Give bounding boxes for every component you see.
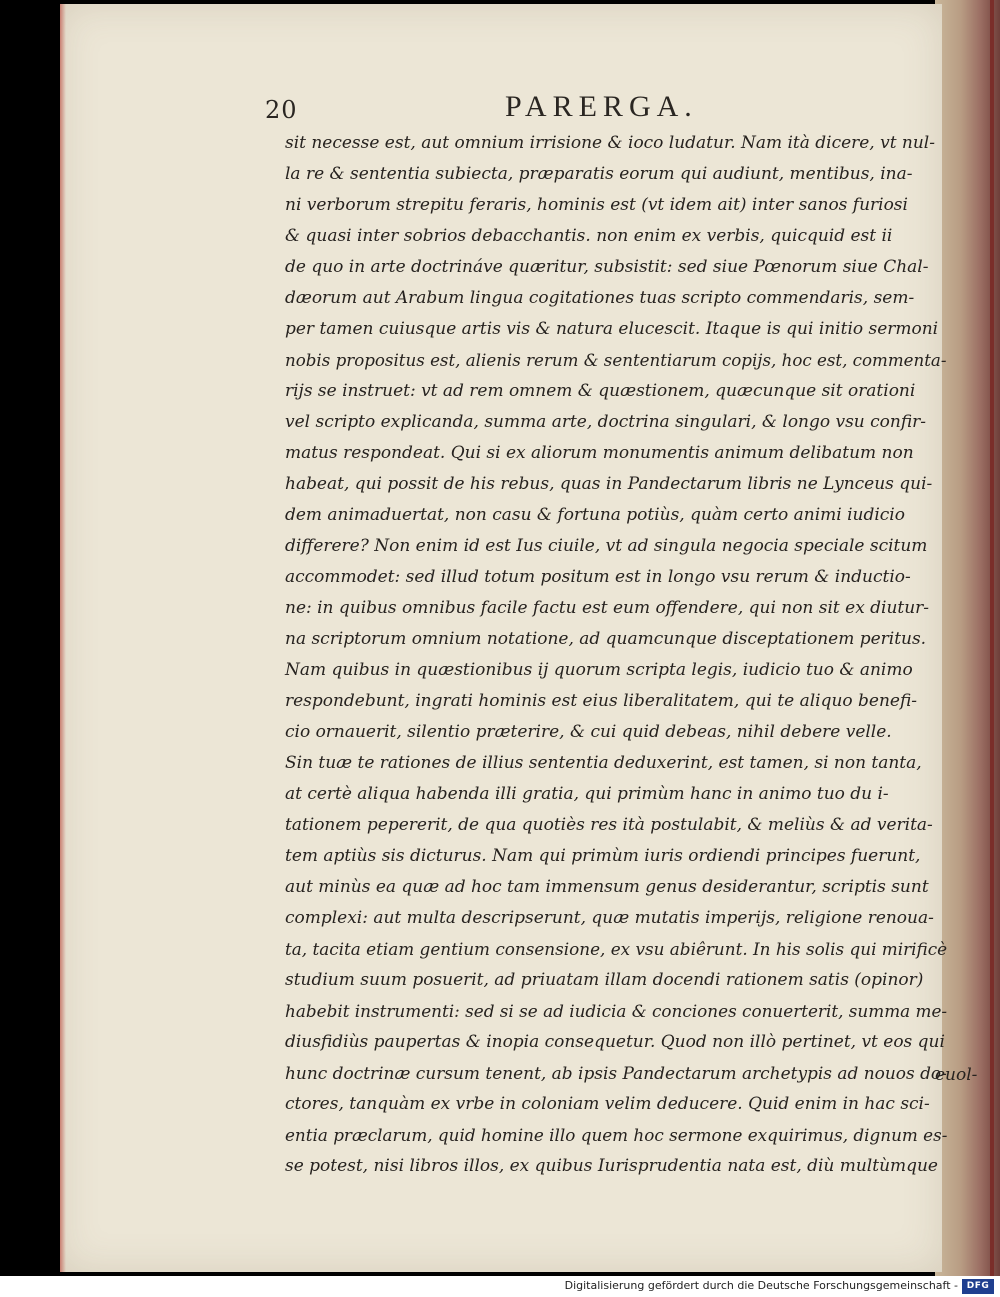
text-line: tem aptiùs sis dicturus. Nam qui primùm iuris ordiendi principes fuerunt, — [285, 846, 921, 866]
text-line: rijs se instruet: vt ad rem omnem & quæstionem, quæcunque sit orationi — [285, 381, 916, 401]
catchword: euol- — [935, 1065, 978, 1085]
text-line: Sin tuæ te rationes de illius sententia deduxerint, est tamen, si non tanta, — [285, 753, 922, 773]
text-line: complexi: aut multa descripserunt, quæ mutatis imperijs, religione renoua- — [285, 908, 934, 928]
dfg-logo-icon: DFG — [962, 1279, 994, 1294]
text-line: vel scripto explicanda, summa arte, doctrina singulari, & longo vsu confir- — [285, 412, 927, 432]
book-page — [60, 4, 978, 1272]
text-line: per tamen cuiusque artis vis & natura elucescit. Itaque is qui initio sermoni — [285, 319, 939, 339]
text-line: se potest, nisi libros illos, ex quibus Iurisprudentia nata est, diù multùmque — [285, 1156, 938, 1176]
running-head — [265, 90, 765, 126]
page-number: 20 — [265, 96, 298, 124]
text-line: dem animaduertat, non casu & fortuna potiùs, quàm certo animi iudicio — [285, 505, 905, 525]
text-line: differere? Non enim id est Ius ciuile, vt ad singula negocia speciale scitum — [285, 536, 928, 556]
text-line: de quo in arte doctrináve quæritur, subsistit: sed siue Pœnorum siue Chal- — [285, 257, 929, 277]
text-line: ni verborum strepitu feraris, hominis est (vt idem ait) inter sanos furiosi — [285, 195, 908, 215]
text-line: accommodet: sed illud totum positum est in longo vsu rerum & inductio- — [285, 567, 911, 587]
text-line: at certè aliqua habenda illi gratia, qui primùm hanc in animo tuo du i- — [285, 784, 889, 804]
text-line: aut minùs ea quæ ad hoc tam immensum genus desiderantur, scriptis sunt — [285, 877, 929, 897]
text-line: entia præclarum, quid homine illo quem hoc sermone exquirimus, dignum es- — [285, 1125, 948, 1145]
body-text — [285, 128, 955, 1182]
running-title: PARERGA. — [505, 90, 698, 123]
text-line: la re & sententia subiecta, præparatis eorum qui audiunt, mentibus, ina- — [285, 164, 913, 184]
footer-credit: Digitalisierung gefördert durch die Deutsche Forschungsgemeinschaft - — [564, 1279, 958, 1292]
text-line: dæorum aut Arabum lingua cogitationes tuas scripto commendaris, sem- — [285, 288, 915, 308]
text-line: nobis propositus est, alienis rerum & sententiarum copijs, hoc est, commenta- — [285, 351, 947, 370]
text-line: studium suum posuerit, ad priuatam illam docendi rationem satis (opinor) — [285, 970, 924, 990]
footer-bar — [0, 1276, 1000, 1297]
text-line: sit necesse est, aut omnium irrisione & ioco ludatur. Nam ità dicere, vt nul- — [285, 133, 935, 153]
text-line: ctores, tanquàm ex vrbe in coloniam velim deducere. Quid enim in hac sci- — [285, 1094, 930, 1114]
text-line: ta, tacita etiam gentium consensione, ex vsu abiêrunt. In his solis qui mirificè — [285, 939, 948, 959]
text-line: & quasi inter sobrios debacchantis. non enim ex verbis, quicquid est ii — [285, 226, 893, 246]
text-line: matus respondeat. Qui si ex aliorum monumentis animum delibatum non — [285, 443, 914, 463]
text-line: habebit instrumenti: sed si se ad iudicia & conciones conuerterit, summa me- — [285, 1001, 948, 1021]
text-line: Nam quibus in quæstionibus ij quorum scripta legis, iudicio tuo & animo — [285, 660, 913, 680]
text-line: hunc doctrinæ cursum tenent, ab ipsis Pandectarum archetypis ad nouos do- — [285, 1063, 947, 1083]
text-line: cio ornauerit, silentio præterire, & cui quid debeas, nihil debere velle. — [285, 722, 892, 742]
text-line: ne: in quibus omnibus facile factu est eum offendere, qui non sit ex diutur- — [285, 598, 930, 618]
text-line: diusfidiùs paupertas & inopia consequetur. Quod non illò pertinet, vt eos qui — [285, 1032, 945, 1052]
text-line: na scriptorum omnium notatione, ad quamcunque disceptationem peritus. — [285, 629, 927, 649]
text-line: respondebunt, ingrati hominis est eius liberalitatem, qui te aliquo benefi- — [285, 691, 918, 711]
text-line: habeat, qui possit de his rebus, quas in Pandectarum libris ne Lynceus qui- — [285, 474, 933, 494]
text-line: tationem pepererit, de qua quotiès res ità postulabit, & meliùs & ad verita- — [285, 815, 933, 835]
